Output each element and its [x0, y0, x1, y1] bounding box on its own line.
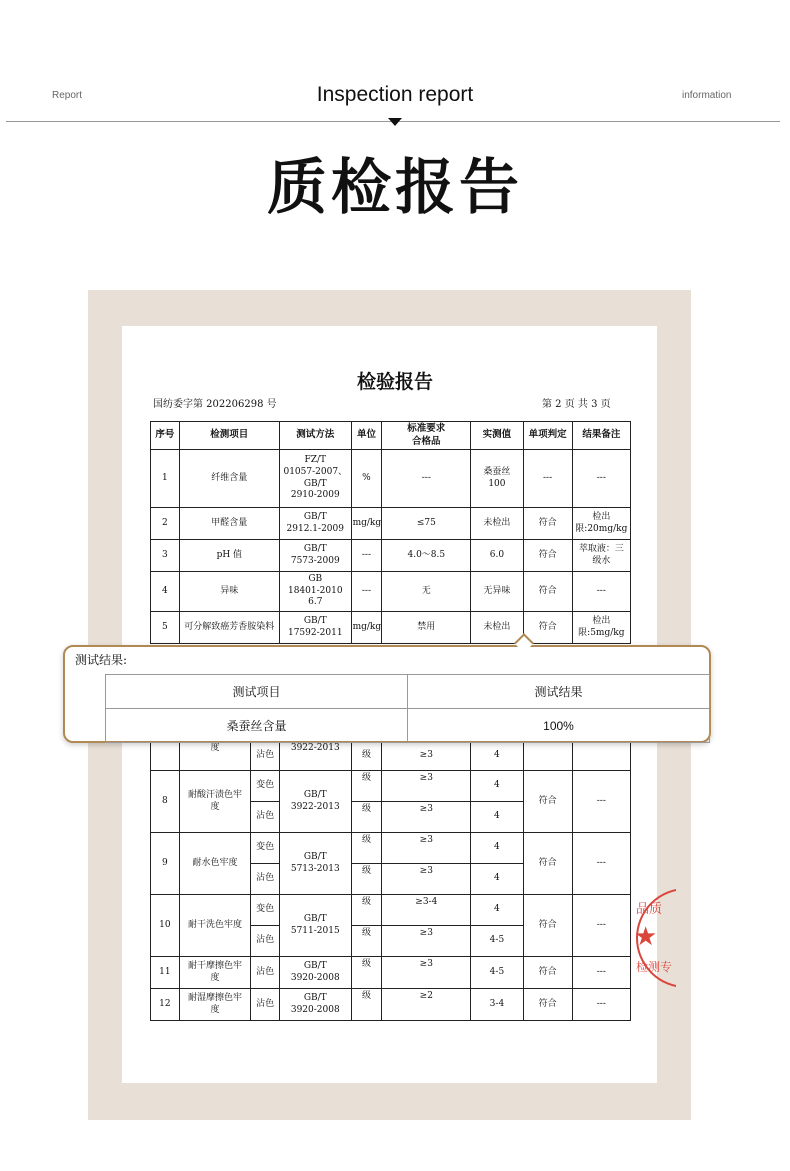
cell-method: 3922-2013: [279, 741, 351, 771]
cell-req: ≥3: [382, 926, 471, 957]
cell-judge: 符合: [523, 989, 572, 1021]
cell-value: 4: [471, 895, 523, 926]
cell-value: 4: [471, 741, 523, 771]
cell-method: GB/T 5713-2013: [279, 833, 351, 895]
cell-value: 无异味: [471, 572, 523, 612]
cell-unit: 级: [351, 802, 382, 833]
cell-no: 10: [151, 895, 180, 957]
column-header: 单项判定: [523, 422, 572, 450]
cell-method: GB/T 17592-2011: [279, 612, 351, 644]
cell-item: 耐水色牢度: [179, 833, 251, 895]
cell-sub: 变色: [251, 833, 280, 864]
cell-unit: 级: [351, 864, 382, 895]
page-title: 质检报告: [267, 153, 523, 223]
cell-no: 3: [151, 540, 180, 572]
cell-judge: 符合: [523, 895, 572, 957]
cell-remark: ---: [572, 895, 630, 957]
cell-sub: 沾色: [251, 741, 280, 771]
cell-item: 耐湿摩擦色牢 度: [179, 989, 251, 1021]
cell-remark: 检出 限:5mg/kg: [572, 612, 630, 644]
cell-req: 4.0～8.5: [382, 540, 471, 572]
cell-no: 5: [151, 612, 180, 644]
cell-value: 6.0: [471, 540, 523, 572]
cell-method: GB/T 3920-2008: [279, 989, 351, 1021]
header-title: Inspection report: [316, 83, 474, 106]
cell-value: 桑蚕丝 100: [471, 450, 523, 508]
stamp-text-top: 品质: [636, 902, 663, 917]
cell-judge: 符合: [523, 833, 572, 895]
cell-remark: ---: [572, 989, 630, 1021]
table-row: [151, 771, 631, 802]
cell-item: 可分解致癌芳香胺染料: [179, 612, 279, 644]
cell-sub: 变色: [251, 771, 280, 802]
cell-item: 异味: [179, 572, 279, 612]
cell-value: 4: [471, 771, 523, 802]
cell-unit: %: [351, 450, 382, 508]
cell-req: 禁用: [382, 612, 471, 644]
cell-judge: 符合: [523, 572, 572, 612]
cell-item: 甲醛含量: [179, 508, 279, 540]
cell-remark: [572, 741, 630, 771]
document-title: 检验报告: [356, 371, 433, 393]
cell-unit: 级: [351, 895, 382, 926]
cell-req: ≤75: [382, 508, 471, 540]
cell-method: GB/T 3920-2008: [279, 957, 351, 989]
table-row: [151, 572, 631, 612]
cell-sub: 沾色: [251, 957, 280, 989]
table-row: [151, 450, 631, 508]
popup-result-table: [105, 674, 710, 743]
triangle-down-icon: [388, 118, 402, 126]
cell-item: 耐干洗色牢度: [179, 895, 251, 957]
cell-unit: 级: [351, 926, 382, 957]
cell-judge: 符合: [523, 771, 572, 833]
cell-no: 4: [151, 572, 180, 612]
cell-remark: ---: [572, 450, 630, 508]
table-row: [151, 612, 631, 644]
cell-sub: 沾色: [251, 926, 280, 957]
cell-no: 9: [151, 833, 180, 895]
report-label: Report: [52, 90, 83, 101]
cell-method: GB/T 3922-2013: [279, 771, 351, 833]
cell-no: 1: [151, 450, 180, 508]
cell-sub: 沾色: [251, 864, 280, 895]
cell-value: 未检出: [471, 612, 523, 644]
cell-req: ≥3: [382, 864, 471, 895]
table-row: [151, 957, 631, 989]
table-row: [151, 540, 631, 572]
cell-remark: ---: [572, 833, 630, 895]
cell-judge: 符合: [523, 540, 572, 572]
cell-req: ≥3-4: [382, 895, 471, 926]
popup-label: 测试结果:: [75, 653, 128, 667]
cell-req: ≥2: [382, 989, 471, 1021]
cell-req: ≥3: [382, 833, 471, 864]
cell-req: ≥3: [382, 802, 471, 833]
cell-unit: 级: [351, 989, 382, 1021]
stamp-text-bottom: 检测专: [636, 960, 673, 974]
cell-value: 未检出: [471, 508, 523, 540]
table-row: [151, 508, 631, 540]
cell-method: FZ/T 01057-2007、 GB/T 2910-2009: [279, 450, 351, 508]
cell-method: GB/T 7573-2009: [279, 540, 351, 572]
cell-req: ---: [382, 450, 471, 508]
cell-value: 4-5: [471, 926, 523, 957]
column-header: 实测值: [471, 422, 523, 450]
popup-result: 100%: [408, 709, 710, 743]
information-label: information: [682, 90, 732, 101]
cell-unit: ---: [351, 572, 382, 612]
cell-judge: 符合: [523, 508, 572, 540]
column-header: 测试方法: [279, 422, 351, 450]
cell-unit: mg/kg: [351, 508, 382, 540]
cell-no: [151, 741, 180, 771]
cell-judge: 符合: [523, 612, 572, 644]
cell-unit: 级: [351, 957, 382, 989]
cell-req: 无: [382, 572, 471, 612]
cell-value: 3-4: [471, 989, 523, 1021]
cell-sub: 沾色: [251, 802, 280, 833]
cell-remark: ---: [572, 771, 630, 833]
cell-item: 耐干摩擦色牢 度: [179, 957, 251, 989]
popup-header-result: 测试结果: [408, 675, 710, 709]
cell-value: 4: [471, 833, 523, 864]
cell-no: 8: [151, 771, 180, 833]
table-row: [151, 833, 631, 864]
page-indicator: 第 2 页 共 3 页: [542, 399, 611, 410]
report-number: 国纺委字第 202206298 号: [153, 399, 277, 410]
popup-header-item: 测试项目: [106, 675, 408, 709]
red-stamp-seal: [632, 886, 676, 994]
popup-item: 桑蚕丝含量: [106, 709, 408, 743]
results-table-bottom: [150, 740, 631, 1021]
star-icon: ★: [634, 922, 658, 952]
cell-judge: [523, 741, 572, 771]
column-header: 序号: [151, 422, 180, 450]
cell-unit: 级: [351, 741, 382, 771]
column-header: 检测项目: [179, 422, 279, 450]
cell-item: 耐酸汗渍色牢 度: [179, 771, 251, 833]
cell-judge: 符合: [523, 957, 572, 989]
cell-judge: ---: [523, 450, 572, 508]
table-header-row: [151, 422, 631, 450]
cell-remark: ---: [572, 957, 630, 989]
cell-unit: 级: [351, 833, 382, 864]
cell-req: ≥3: [382, 741, 471, 771]
cell-value: 4: [471, 802, 523, 833]
cell-unit: mg/kg: [351, 612, 382, 644]
table-row: [151, 989, 631, 1021]
cell-unit: 级: [351, 771, 382, 802]
column-header: 结果备注: [572, 422, 630, 450]
cell-sub: 沾色: [251, 989, 280, 1021]
cell-req: ≥3: [382, 771, 471, 802]
column-header: 单位: [351, 422, 382, 450]
table-row: [151, 895, 631, 926]
results-table-top: [150, 421, 631, 644]
table-row-partial: [151, 741, 631, 771]
cell-req: ≥3: [382, 957, 471, 989]
cell-remark: ---: [572, 572, 630, 612]
cell-item: 纤维含量: [179, 450, 279, 508]
cell-method: GB/T 5711-2015: [279, 895, 351, 957]
cell-sub: 变色: [251, 895, 280, 926]
cell-no: 2: [151, 508, 180, 540]
cell-value: 4: [471, 864, 523, 895]
cell-method: GB/T 2912.1-2009: [279, 508, 351, 540]
cell-remark: 检出 限:20mg/kg: [572, 508, 630, 540]
cell-method: GB 18401-2010 6.7: [279, 572, 351, 612]
cell-value: 4-5: [471, 957, 523, 989]
cell-no: 12: [151, 989, 180, 1021]
cell-no: 11: [151, 957, 180, 989]
cell-item: 度: [179, 741, 251, 771]
cell-remark: 萃取液：三 级水: [572, 540, 630, 572]
cell-unit: ---: [351, 540, 382, 572]
column-header: 标准要求 合格品: [382, 422, 471, 450]
cell-item: pH 值: [179, 540, 279, 572]
